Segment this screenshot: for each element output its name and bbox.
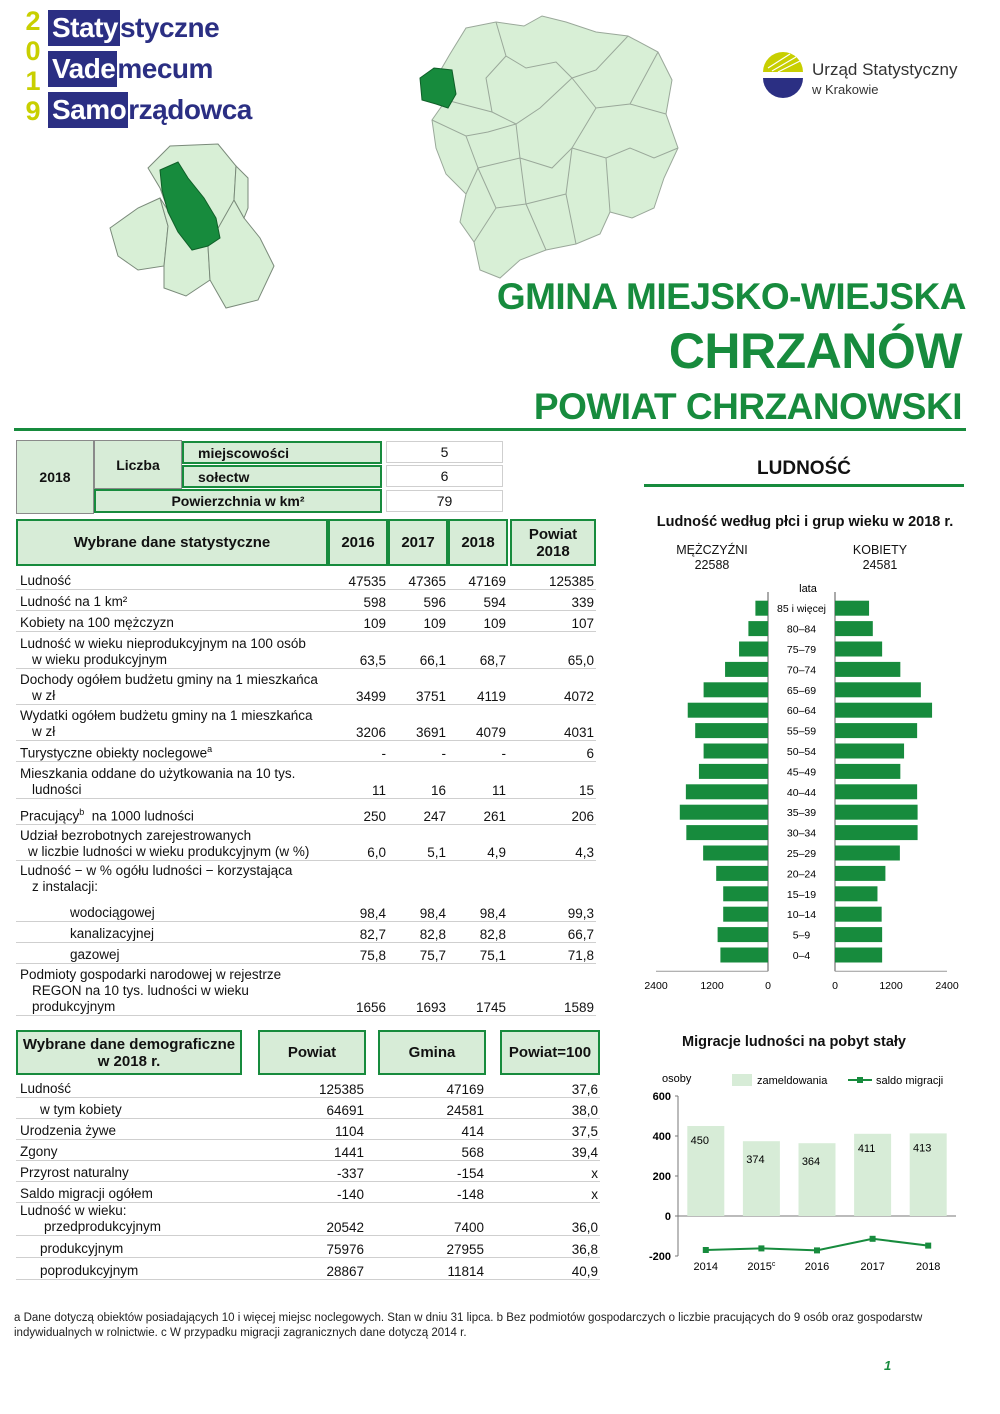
table-row: wodociągowej 98,4 98,4 98,4 99,3 bbox=[16, 901, 596, 922]
migration-y-tick-label: -200 bbox=[648, 1251, 671, 1263]
pyramid-category-label: 15–19 bbox=[786, 888, 817, 901]
pyramid-bar-women bbox=[835, 886, 877, 901]
info-box bbox=[16, 440, 506, 514]
migration-ylabel: osoby bbox=[662, 1073, 692, 1085]
stats-header-label: Wybrane dane statystyczne bbox=[16, 519, 328, 566]
institution-logo bbox=[760, 48, 970, 110]
info-area-label: Powierzchnia w km² bbox=[94, 489, 382, 513]
table-row: Kobiety na 100 mężczyzn 109 109 109 107 bbox=[16, 610, 596, 631]
pyramid-category-label: 0–4 bbox=[792, 950, 811, 962]
pyramid-bar-men bbox=[716, 866, 768, 881]
title-gmina: CHRZANÓW bbox=[668, 323, 962, 379]
ludnosc-rule bbox=[644, 484, 964, 487]
pyramid-bar-men bbox=[755, 601, 768, 616]
pyramid-tick-label: 2400 bbox=[935, 980, 959, 993]
stats-header-powiat: Powiat 2018 bbox=[510, 519, 596, 566]
logo-year: 2 0 1 9 bbox=[25, 6, 41, 126]
gmina-map bbox=[108, 138, 278, 310]
stats-header-2017: 2017 bbox=[388, 519, 448, 566]
migration-y-tick-label: 200 bbox=[652, 1171, 671, 1183]
title-powiat: POWIAT CHRZANOWSKI bbox=[533, 386, 962, 427]
pyramid-bar-women bbox=[835, 621, 873, 636]
migration-data-label: 413 bbox=[913, 1142, 932, 1155]
institution-city: w Krakowie bbox=[812, 82, 879, 97]
stats-header-2018: 2018 bbox=[448, 519, 508, 566]
migration-data-label: 411 bbox=[857, 1142, 876, 1155]
table-row: Podmioty gospodarki narodowej w rejestrze REGON na 10 tys. ludności w wieku produkcyjnym 1656 1693 1745 1589 bbox=[16, 964, 596, 1016]
pyramid-bar-men bbox=[720, 948, 768, 963]
pyramid-bar-men bbox=[704, 682, 768, 697]
table-row: Urodzenia żywe 1104 414 37,5 bbox=[16, 1118, 600, 1139]
pyramid-tick-label: 0 bbox=[765, 980, 771, 993]
table-row: Ludność na 1 km² 598 596 594 339 bbox=[16, 589, 596, 610]
pyramid-bar-women bbox=[835, 825, 918, 840]
pyramid-bar-men bbox=[695, 723, 768, 738]
pyramid-bar-women bbox=[835, 907, 882, 922]
pyramid-bar-women bbox=[835, 703, 932, 718]
pyramid-bar-men bbox=[748, 621, 768, 636]
legend-line-marker bbox=[857, 1077, 863, 1083]
stats-header-2016: 2016 bbox=[328, 519, 388, 566]
table-row: gazowej 75,8 75,7 75,1 71,8 bbox=[16, 943, 596, 964]
migration-title: Migracje ludności na pobyt stały bbox=[682, 1034, 906, 1050]
demo-header bbox=[16, 1030, 600, 1075]
pyramid-bar-men bbox=[723, 907, 768, 922]
table-row: Ludność 47535 47365 47169 125385 bbox=[16, 568, 596, 589]
demo-table bbox=[16, 1076, 600, 1280]
ludnosc-heading: LUDNOŚĆ bbox=[757, 458, 851, 479]
pyramid-bar-women bbox=[835, 682, 921, 697]
pyramid-tick-label: 1200 bbox=[879, 980, 903, 993]
pyramid-category-label: 30–34 bbox=[786, 827, 817, 840]
table-row: Ludność w wieku: przedprodukcyjnym 20542 7400 36,0 bbox=[16, 1202, 600, 1235]
demo-header-label: Wybrane dane demograficzne w 2018 r. bbox=[16, 1030, 242, 1075]
pyramid-bar-women bbox=[835, 744, 904, 759]
table-row: Ludność w wieku nieprodukcyjnym na 100 osób w wieku produkcyjnym 63,5 66,1 68,7 65,0 bbox=[16, 631, 596, 668]
pyramid-category-label: 35–39 bbox=[786, 807, 817, 820]
table-row: poprodukcyjnym 28867 11814 40,9 bbox=[16, 1257, 600, 1279]
pyramid-category-label: 85 i więcej bbox=[776, 603, 827, 616]
table-row: Wydatki ogółem budżetu gminy na 1 mieszkańca w zł 3206 3691 4079 4031 bbox=[16, 704, 596, 740]
info-miejscowosci-label: miejscowości bbox=[182, 441, 382, 464]
pyramid-tick-label: 2400 bbox=[644, 980, 668, 993]
migration-bar bbox=[799, 1143, 836, 1216]
info-solectw-value: 6 bbox=[386, 465, 503, 487]
page-number: 1 bbox=[884, 1358, 892, 1373]
pyramid-bar-men bbox=[723, 886, 768, 901]
migration-data-label: 450 bbox=[690, 1135, 709, 1147]
pyramid-bar-women bbox=[835, 846, 900, 861]
table-row: Ludność 125385 47169 37,6 bbox=[16, 1076, 600, 1097]
pyramid-category-label: 80–84 bbox=[786, 623, 817, 636]
pyramid-category-label: 45–49 bbox=[786, 766, 817, 779]
migration-y-tick-label: 600 bbox=[652, 1091, 671, 1103]
info-year: 2018 bbox=[16, 440, 94, 514]
pyramid-bar-women bbox=[835, 601, 869, 616]
pyramid-bar-men bbox=[686, 825, 768, 840]
pyramid-category-label: 75–79 bbox=[786, 644, 817, 656]
legend-line-label: saldo migracji bbox=[876, 1075, 944, 1087]
table-row: kanalizacyjnej 82,7 82,8 82,8 66,7 bbox=[16, 922, 596, 943]
demo-header-powiat: Powiat bbox=[258, 1030, 366, 1075]
info-solectw-label: sołectw bbox=[182, 465, 382, 488]
pyramid-tick-label: 0 bbox=[832, 980, 838, 993]
table-row: Dochody ogółem budżetu gminy na 1 mieszkańca w zł 3499 3751 4119 4072 bbox=[16, 668, 596, 704]
table-row: Przyrost naturalny -337 -154 x bbox=[16, 1160, 600, 1181]
pyramid-bar-women bbox=[835, 642, 882, 657]
migration-saldo-point bbox=[925, 1243, 931, 1249]
table-row: Turystyczne obiekty noclegowe$^a$ - - - 6 bbox=[16, 740, 596, 762]
table-row: Zgony 1441 568 39,4 bbox=[16, 1139, 600, 1160]
pyramid-bar-men bbox=[680, 805, 768, 820]
legend-bar-label: zameldowania bbox=[757, 1075, 828, 1087]
migration-saldo-point bbox=[814, 1247, 820, 1253]
pyramid-bar-women bbox=[835, 866, 885, 881]
migration-data-label: 374 bbox=[746, 1154, 765, 1167]
legend-bar-swatch bbox=[732, 1074, 752, 1086]
migration-y-tick-label: 0 bbox=[664, 1211, 671, 1223]
info-miejscowosci-value: 5 bbox=[386, 441, 503, 463]
demo-header-index: Powiat=100 bbox=[500, 1030, 600, 1075]
demo-header-gmina: Gmina bbox=[378, 1030, 486, 1075]
table-row: Ludność − w % ogółu ludności − korzystająca z instalacji: bbox=[20, 863, 293, 894]
table-row: w tym kobiety 64691 24581 38,0 bbox=[16, 1097, 600, 1118]
info-area-value: 79 bbox=[386, 490, 503, 512]
migration-saldo-point bbox=[703, 1247, 709, 1253]
migration-x-tick-label: 2017 bbox=[860, 1261, 885, 1273]
pyramid-tick-label: 1200 bbox=[700, 980, 724, 993]
pyramid-bar-men bbox=[688, 703, 768, 718]
title-type: GMINA MIEJSKO-WIEJSKA bbox=[496, 276, 966, 317]
migration-x-tick-label: 2016 bbox=[804, 1261, 830, 1273]
pyramid-bar-women bbox=[835, 764, 900, 779]
pyramid-category-label: 65–69 bbox=[786, 684, 817, 697]
table-row: Mieszkania oddane do użytkowania na 10 tys. ludności 11 16 11 15 bbox=[16, 762, 596, 799]
pyramid-bar-women bbox=[835, 805, 918, 820]
table-row: Pracujący$^b$ na 1000 ludności 250 247 261 206 bbox=[16, 799, 596, 825]
pyramid-chart bbox=[640, 570, 970, 1000]
pyramid-title: Ludność według płci i grup wieku w 2018 r. bbox=[656, 514, 954, 530]
pyramid-bar-women bbox=[835, 784, 917, 799]
migration-saldo-point bbox=[870, 1236, 876, 1242]
migration-x-tick-label: 2014 bbox=[693, 1261, 719, 1273]
stats-header bbox=[16, 519, 596, 566]
migration-data-label: 364 bbox=[801, 1156, 821, 1169]
stats-table bbox=[16, 568, 596, 1016]
migration-y-tick-label: 400 bbox=[652, 1131, 671, 1143]
info-liczba: Liczba bbox=[94, 440, 182, 489]
voivodeship-map bbox=[396, 8, 696, 284]
table-row: produkcyjnym 75976 27955 36,8 bbox=[16, 1235, 600, 1257]
pyramid-category-label: 55–59 bbox=[786, 725, 817, 738]
pyramid-category-label: 40–44 bbox=[786, 786, 817, 799]
pyramid-bar-men bbox=[725, 662, 768, 677]
table-row: Udział bezrobotnych zarejestrowanych w liczbie ludności w wieku produkcyjnym (w %) 6,0 5,1 4,9 4,3 bbox=[16, 825, 596, 861]
pyramid-bar-men bbox=[718, 927, 768, 942]
pyramid-bar-women bbox=[835, 662, 900, 677]
institution-name: Urząd Statystyczny bbox=[812, 60, 958, 79]
migration-x-tick-label: 2015$^c$ bbox=[747, 1261, 776, 1273]
vademecum-logo: 2 0 1 9 Statystyczne Vademecum Samorządowca bbox=[22, 6, 258, 130]
table-row: Saldo migracji ogółem -140 -148 x bbox=[16, 1181, 600, 1202]
pyramid-bar-men bbox=[703, 846, 768, 861]
footnote: a Dane dotyczą obiektów posiadających 10 i więcej miejsc noclegowych. Stan w dniu 31 lipca. b Bez podmiotów gospodarczych o liczbie pracujących do 9 osób oraz gospodarstw indywidualnych w rolnictwie. c W przypadku migracji zagranicznych dane dotyczą 2014 r. bbox=[14, 1312, 923, 1339]
migration-chart bbox=[636, 1062, 970, 1282]
title-rule bbox=[14, 428, 966, 431]
pyramid-women-legend: KOBIETY 24581 bbox=[852, 543, 908, 572]
pyramid-category-label: 25–29 bbox=[786, 848, 817, 860]
pyramid-category-label: 50–54 bbox=[786, 746, 817, 758]
pyramid-bar-men bbox=[699, 764, 768, 779]
pyramid-category-label: 70–74 bbox=[786, 664, 817, 677]
pyramid-axis-label: lata bbox=[799, 583, 817, 595]
pyramid-bar-men bbox=[686, 784, 768, 799]
pyramid-bar-women bbox=[835, 948, 882, 963]
pyramid-bar-women bbox=[835, 723, 917, 738]
pyramid-men-legend: MĘŻCZYŹNI 22588 bbox=[676, 543, 748, 572]
us-emblem-icon bbox=[760, 48, 806, 110]
pyramid-bar-women bbox=[835, 927, 882, 942]
pyramid-bar-men bbox=[739, 642, 768, 657]
migration-saldo-point bbox=[758, 1245, 764, 1251]
pyramid-category-label: 20–24 bbox=[786, 868, 817, 881]
pyramid-category-label: 60–64 bbox=[786, 705, 817, 718]
migration-x-tick-label: 2018 bbox=[915, 1261, 941, 1273]
pyramid-category-label: 5–9 bbox=[792, 929, 811, 942]
migration-bar bbox=[743, 1141, 780, 1216]
pyramid-category-label: 10–14 bbox=[786, 909, 817, 922]
pyramid-bar-men bbox=[704, 744, 768, 759]
